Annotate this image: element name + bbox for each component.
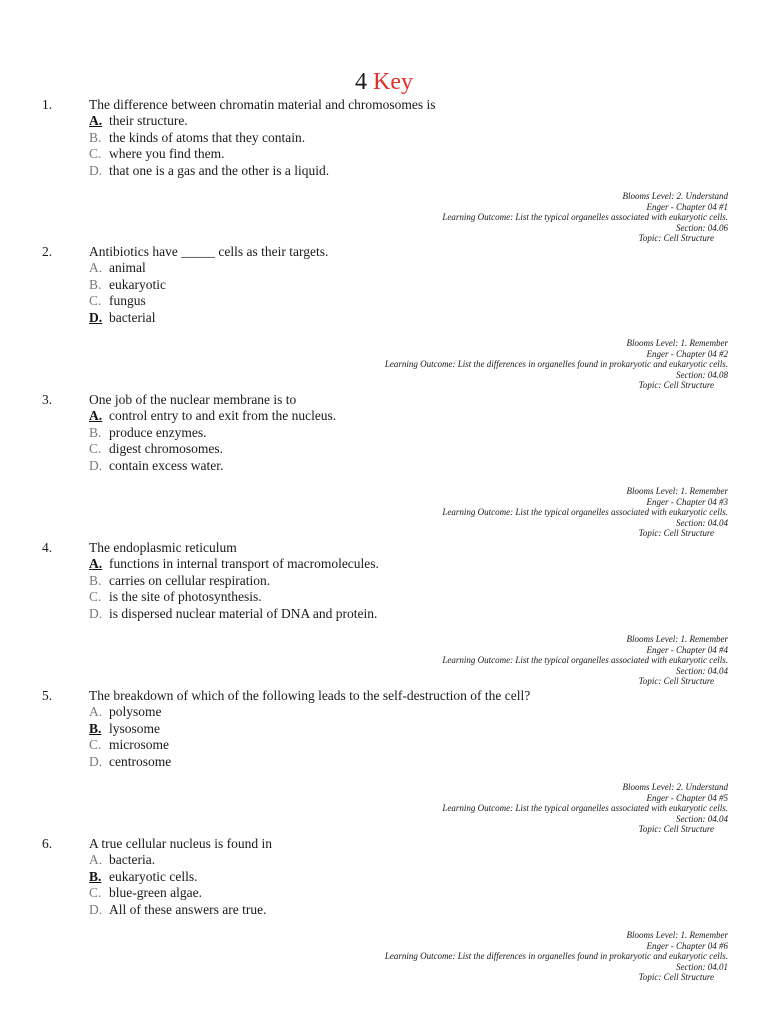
metadata-blooms: Blooms Level: 1. Remember [626,634,728,644]
metadata-blooms: Blooms Level: 2. Understand [622,191,728,201]
answer-option [0,704,768,721]
option-letter: C. [89,589,102,604]
metadata-outcome: Learning Outcome: List the typical organelles associated with eukaryotic cells. [442,507,728,518]
question-stem: One job of the nuclear membrane is to [89,392,297,407]
answer-option [0,130,768,147]
question-item [0,96,768,244]
metadata-chapter: Enger - Chapter 04 #6 [646,940,728,951]
option-letter: D. [89,753,103,769]
option-letter: B. [89,129,102,145]
answer-option [0,606,768,623]
answer-option [0,885,768,902]
answer-option-correct [0,869,768,886]
option-text: that one is a gas and the other is a liquid. [109,162,330,178]
option-letter: C. [89,146,102,161]
answer-option-correct [0,408,768,425]
option-text: microsome [109,737,169,752]
option-letter: B. [89,424,102,440]
option-text: blue-green algae. [109,885,202,900]
option-letter: A. [89,408,103,423]
option-letter: C. [89,441,102,456]
question-header [0,243,768,260]
question-stem: A true cellular nucleus is found in [89,836,272,851]
option-text: eukaryotic [109,276,166,292]
option-text: bacterial [109,309,156,325]
metadata-outcome: Learning Outcome: List the typical organelles associated with eukaryotic cells. [442,655,728,666]
option-text: is dispersed nuclear material of DNA and protein. [109,605,378,621]
option-letter: A. [89,704,103,719]
metadata-chapter: Enger - Chapter 04 #5 [646,792,728,803]
question-metadata [228,930,728,983]
metadata-section: Section: 04.08 [676,369,728,380]
question-stem: Antibiotics have _____ cells as their targets. [89,244,329,259]
question-header [0,539,768,556]
option-text: produce enzymes. [109,424,207,440]
answer-option [0,589,768,606]
metadata-topic: Topic: Cell Structure [638,824,714,835]
metadata-section: Section: 04.04 [676,813,728,824]
answer-option [0,902,768,919]
metadata-chapter: Enger - Chapter 04 #3 [646,496,728,507]
answer-option-correct [0,113,768,130]
answer-option [0,163,768,180]
option-text: eukaryotic cells. [109,868,198,884]
metadata-blooms: Blooms Level: 2. Understand [622,782,728,792]
question-stem: The difference between chromatin material and chromosomes is [89,97,436,112]
metadata-outcome: Learning Outcome: List the typical organelles associated with eukaryotic cells. [442,212,728,223]
page-title [0,68,768,96]
metadata-outcome: Learning Outcome: List the differences in organelles found in prokaryotic and eukaryotic cells. [384,951,728,962]
question-metadata [228,634,728,687]
answer-option-correct [0,556,768,573]
metadata-blooms: Blooms Level: 1. Remember [626,338,728,348]
metadata-topic: Topic: Cell Structure [638,233,714,244]
question-number: 1. [42,97,53,112]
option-letter: C. [89,737,102,752]
option-letter: D. [89,901,103,917]
metadata-section: Section: 04.04 [676,517,728,528]
option-text: centrosome [109,753,172,769]
metadata-outcome: Learning Outcome: List the differences in organelles found in prokaryotic and eukaryotic cells. [384,359,728,370]
question-number: 3. [42,392,53,407]
question-number: 2. [42,244,53,259]
answer-option [0,573,768,590]
question-header [0,391,768,408]
answer-option [0,441,768,458]
option-letter: A. [89,260,103,275]
option-letter: B. [89,572,102,588]
metadata-topic: Topic: Cell Structure [638,676,714,687]
option-text: carries on cellular respiration. [109,572,271,588]
option-letter: A. [89,556,103,571]
metadata-chapter: Enger - Chapter 04 #4 [646,644,728,655]
question-item [0,835,768,983]
answer-option [0,146,768,163]
question-header [0,687,768,704]
option-letter: D. [89,457,103,473]
metadata-section: Section: 04.01 [676,961,728,972]
option-text: the kinds of atoms that they contain. [109,129,306,145]
answer-option [0,293,768,310]
question-metadata [228,782,728,835]
answer-option-correct [0,310,768,327]
question-number: 6. [42,836,53,851]
option-letter: A. [89,852,103,867]
option-text: contain excess water. [109,457,224,473]
answer-option [0,425,768,442]
metadata-blooms: Blooms Level: 1. Remember [626,486,728,496]
answer-option [0,260,768,277]
option-letter: B. [89,276,102,292]
answer-option [0,277,768,294]
option-letter: A. [89,113,103,128]
question-item [0,539,768,687]
answer-option [0,852,768,869]
question-metadata [228,338,728,391]
option-text: their structure. [109,113,188,128]
answer-option [0,458,768,475]
question-header [0,96,768,113]
question-metadata [228,191,728,244]
metadata-chapter: Enger - Chapter 04 #1 [646,201,728,212]
option-letter: D. [89,162,103,178]
question-item [0,391,768,539]
option-text: is the site of photosynthesis. [109,589,262,604]
option-letter: C. [89,885,102,900]
metadata-topic: Topic: Cell Structure [638,380,714,391]
option-text: fungus [109,293,146,308]
key-label: Key [373,69,413,95]
metadata-topic: Topic: Cell Structure [638,528,714,539]
option-letter: B. [89,868,102,884]
option-letter: D. [89,309,103,325]
metadata-outcome: Learning Outcome: List the typical organelles associated with eukaryotic cells. [442,803,728,814]
metadata-topic: Topic: Cell Structure [638,972,714,983]
metadata-chapter: Enger - Chapter 04 #2 [646,348,728,359]
question-item [0,243,768,391]
chapter-number: 4 [355,69,367,95]
option-text: animal [109,260,146,275]
option-text: polysome [109,704,162,719]
option-text: lysosome [109,720,161,736]
question-item [0,687,768,835]
question-number: 5. [42,688,53,703]
answer-option [0,754,768,771]
metadata-section: Section: 04.04 [676,665,728,676]
question-stem: The endoplasmic reticulum [89,540,237,555]
metadata-section: Section: 04.06 [676,222,728,233]
option-text: functions in internal transport of macromolecules. [109,556,379,571]
question-stem: The breakdown of which of the following leads to the self-destruction of the cell? [89,688,531,703]
question-number: 4. [42,540,53,555]
option-letter: C. [89,293,102,308]
option-letter: D. [89,605,103,621]
question-header [0,835,768,852]
answer-option-correct [0,721,768,738]
question-metadata [228,486,728,539]
option-text: where you find them. [109,146,225,161]
option-text: bacteria. [109,852,156,867]
option-text: All of these answers are true. [109,901,267,917]
option-letter: B. [89,720,102,736]
option-text: digest chromosomes. [109,441,223,456]
option-text: control entry to and exit from the nucleus. [109,408,337,423]
metadata-blooms: Blooms Level: 1. Remember [626,930,728,940]
answer-option [0,737,768,754]
